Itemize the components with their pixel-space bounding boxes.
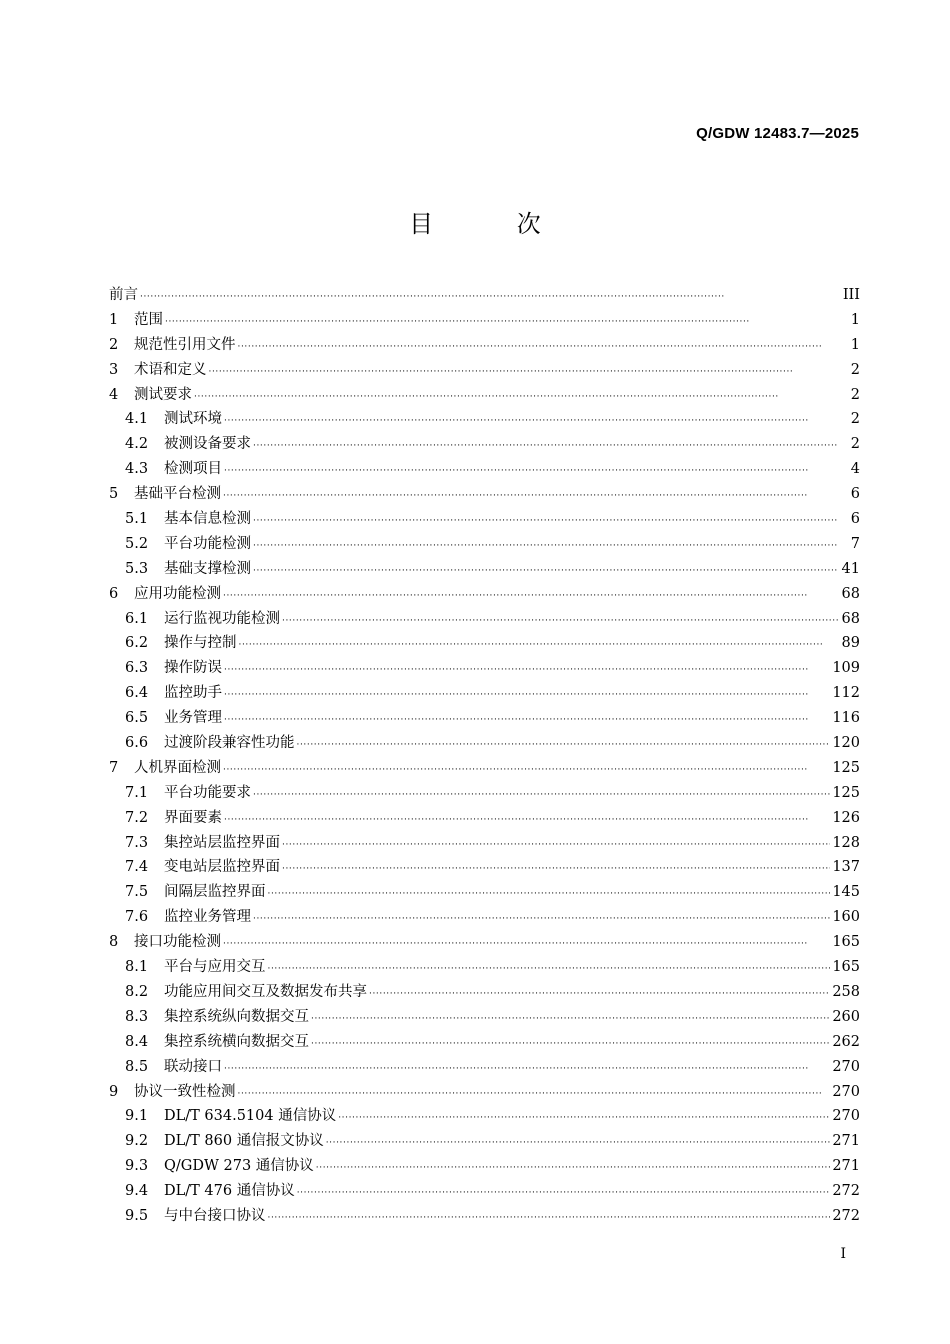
toc-entry-label: 界面要素 (164, 809, 222, 826)
toc-entry-page: 89 (841, 635, 860, 652)
toc-dot-leader (223, 939, 830, 949)
toc-dot-leader (253, 541, 849, 551)
toc-entry[interactable] (109, 955, 860, 980)
toc-entry-page: 68 (841, 585, 860, 602)
toc-entry-number: 7.3 (125, 834, 149, 851)
toc-entry-page: 2 (850, 361, 860, 378)
toc-dot-leader (165, 317, 849, 327)
toc-dot-leader (253, 566, 840, 576)
toc-entry-number: 2 (109, 336, 119, 353)
toc-entry-page: 272 (832, 1207, 860, 1224)
toc-entry-label: 监控助手 (164, 685, 222, 702)
toc-entry-page: 2 (850, 436, 860, 453)
toc-entry[interactable] (109, 731, 860, 756)
toc-entry-label: 范围 (134, 311, 163, 328)
toc-entry-label: 业务管理 (164, 710, 222, 727)
toc-entry-label: 与中台接口协议 (164, 1207, 266, 1224)
toc-entry-label: 变电站层监控界面 (164, 859, 280, 876)
toc-entry-page: 271 (832, 1158, 860, 1175)
toc-entry-label: 操作与控制 (164, 635, 237, 652)
toc-entry[interactable] (109, 1005, 860, 1030)
toc-entry-label: 术语和定义 (134, 361, 207, 378)
toc-dot-leader (224, 815, 830, 825)
toc-entry-page: 1 (850, 311, 860, 328)
toc-entry-label: 应用功能检测 (134, 585, 221, 602)
toc-dot-leader (253, 914, 830, 924)
toc-entry-number: 4.2 (125, 436, 149, 453)
toc-dot-leader (224, 665, 830, 675)
toc-entry-number: 9.1 (125, 1108, 149, 1125)
toc-entry-page: 145 (832, 884, 860, 901)
toc-entry-number: 7.2 (125, 809, 149, 826)
toc-entry[interactable] (109, 1204, 860, 1229)
toc-entry[interactable] (109, 631, 860, 656)
toc-entry[interactable] (109, 582, 860, 607)
toc-dot-leader (311, 1039, 830, 1049)
toc-entry[interactable] (109, 706, 860, 731)
toc-entry[interactable] (109, 806, 860, 831)
toc-entry[interactable] (109, 1179, 860, 1204)
toc-entry-number: 1 (109, 311, 119, 328)
toc-entry-number: 9 (109, 1083, 119, 1100)
toc-entry[interactable] (109, 1104, 860, 1129)
toc-entry[interactable] (109, 1080, 860, 1105)
toc-entry-page: 270 (832, 1083, 860, 1100)
toc-dot-leader (253, 441, 849, 451)
toc-dot-leader (224, 715, 830, 725)
toc-entry-page: 68 (841, 610, 860, 627)
toc-entry[interactable] (109, 507, 860, 532)
toc-entry-page: 120 (832, 735, 860, 752)
toc-dot-leader (238, 342, 849, 352)
toc-entry-label: 操作防误 (164, 660, 222, 677)
toc-entry-label: 测试环境 (164, 411, 222, 428)
toc-entry-number: 9.3 (125, 1158, 149, 1175)
toc-dot-leader (316, 1163, 831, 1173)
toc-dot-leader (268, 1213, 831, 1223)
toc-entry-number: 8.1 (125, 959, 149, 976)
toc-dot-leader (224, 466, 849, 476)
toc-entry-label: 平台功能检测 (164, 535, 251, 552)
toc-entry[interactable] (109, 482, 860, 507)
toc-dot-leader (239, 640, 840, 650)
toc-dot-leader (224, 690, 830, 700)
toc-entry-label: 功能应用间交互及数据发布共享 (164, 983, 367, 1000)
toc-entry-page: 165 (832, 934, 860, 951)
toc-entry[interactable] (109, 980, 860, 1005)
toc-dot-leader (253, 516, 849, 526)
toc-entry-label: 集控系统横向数据交互 (164, 1033, 309, 1050)
toc-entry[interactable] (109, 557, 860, 582)
toc-dot-leader (297, 740, 831, 750)
toc-entry[interactable] (109, 656, 860, 681)
toc-dot-leader (311, 1014, 830, 1024)
toc-entry[interactable] (109, 358, 860, 383)
toc-entry-number: 6.2 (125, 635, 149, 652)
toc-entry-page: 4 (850, 461, 860, 478)
toc-entry-number: 6.4 (125, 685, 149, 702)
toc-entry-page: 2 (850, 386, 860, 403)
toc-entry-page: 6 (850, 486, 860, 503)
table-of-contents (109, 283, 860, 1229)
toc-entry-number: 6 (109, 585, 119, 602)
toc-entry-number: 6.5 (125, 710, 149, 727)
toc-entry-label: 平台与应用交互 (164, 959, 266, 976)
toc-entry-label: 测试要求 (134, 386, 192, 403)
toc-dot-leader (369, 989, 830, 999)
toc-entry-number: 4 (109, 386, 119, 403)
toc-entry-number: 9.4 (125, 1183, 149, 1200)
toc-entry-page: III (842, 287, 860, 303)
toc-entry[interactable] (109, 880, 860, 905)
toc-entry-number: 5.3 (125, 560, 149, 577)
toc-entry-label: 规范性引用文件 (134, 336, 236, 353)
toc-dot-leader (326, 1138, 831, 1148)
toc-entry[interactable] (109, 681, 860, 706)
toc-dot-leader (140, 292, 841, 302)
toc-entry-page: 2 (850, 411, 860, 428)
toc-entry-number: 8.3 (125, 1008, 149, 1025)
toc-entry[interactable] (109, 905, 860, 930)
toc-entry[interactable] (109, 532, 860, 557)
toc-entry[interactable] (109, 781, 860, 806)
toc-entry-page: 126 (832, 809, 860, 826)
toc-entry-page: 1 (850, 336, 860, 353)
toc-entry-number: 7 (109, 759, 119, 776)
toc-entry-page: 137 (832, 859, 860, 876)
toc-entry-number: 5.1 (125, 511, 149, 528)
toc-entry-page: 271 (832, 1133, 860, 1150)
toc-entry-page: 258 (832, 983, 860, 1000)
toc-entry[interactable] (109, 1030, 860, 1055)
toc-entry-number: 7.6 (125, 909, 149, 926)
toc-dot-leader (223, 765, 830, 775)
toc-entry-label: 联动接口 (164, 1058, 222, 1075)
toc-entry-number: 6.6 (125, 735, 149, 752)
toc-entry-number: 8.5 (125, 1058, 149, 1075)
toc-entry-number: 4.3 (125, 461, 149, 478)
toc-dot-leader (268, 889, 831, 899)
toc-dot-leader (194, 392, 849, 402)
toc-entry-label: DL/T 634.5104 通信协议 (164, 1108, 337, 1125)
toc-entry[interactable] (109, 607, 860, 632)
toc-entry[interactable] (109, 930, 860, 955)
toc-entry-label: 间隔层监控界面 (164, 884, 266, 901)
toc-dot-leader (209, 367, 849, 377)
toc-entry-page: 260 (832, 1008, 860, 1025)
toc-dot-leader (223, 591, 840, 601)
toc-entry-page: 116 (832, 710, 860, 727)
toc-entry-label: 被测设备要求 (164, 436, 251, 453)
toc-entry[interactable] (109, 1154, 860, 1179)
toc-entry-label: 前言 (109, 287, 138, 303)
toc-entry-number: 8.4 (125, 1033, 149, 1050)
toc-dot-leader (223, 491, 849, 501)
toc-entry-label: 集控系统纵向数据交互 (164, 1008, 309, 1025)
toc-entry-label: 基础支撑检测 (164, 560, 251, 577)
toc-entry-number: 9.2 (125, 1133, 149, 1150)
toc-entry-number: 4.1 (125, 411, 149, 428)
toc-entry-label: 协议一致性检测 (134, 1083, 236, 1100)
toc-entry-page: 270 (832, 1058, 860, 1075)
toc-dot-leader (224, 1064, 830, 1074)
toc-entry-label: Q/GDW 273 通信协议 (164, 1158, 314, 1175)
toc-entry[interactable] (109, 855, 860, 880)
toc-entry-page: 41 (841, 560, 860, 577)
toc-entry[interactable] (109, 333, 860, 358)
toc-entry-page: 165 (832, 959, 860, 976)
toc-entry[interactable] (109, 432, 860, 457)
toc-entry[interactable] (109, 407, 860, 432)
toc-entry-number: 8 (109, 934, 119, 951)
toc-entry-number: 7.4 (125, 859, 149, 876)
toc-entry-page: 160 (832, 909, 860, 926)
toc-entry-page: 272 (832, 1183, 860, 1200)
toc-entry-label: 平台功能要求 (164, 784, 251, 801)
toc-dot-leader (238, 1089, 831, 1099)
toc-entry[interactable] (109, 756, 860, 781)
toc-entry-label: 人机界面检测 (134, 759, 221, 776)
toc-title: 目 次 (409, 210, 579, 238)
toc-entry-label: 运行监视功能检测 (164, 610, 280, 627)
toc-dot-leader (224, 416, 849, 426)
document-code: Q/GDW 12483.7—2025 (696, 125, 859, 142)
toc-entry-page: 112 (832, 685, 860, 702)
toc-entry-label: 检测项目 (164, 461, 222, 478)
toc-entry-page: 270 (832, 1108, 860, 1125)
toc-entry-page: 109 (832, 660, 860, 677)
toc-entry-label: 过渡阶段兼容性功能 (164, 735, 295, 752)
toc-entry-page: 128 (832, 834, 860, 851)
toc-entry-label: 集控站层监控界面 (164, 834, 280, 851)
toc-entry[interactable] (109, 1055, 860, 1080)
toc-dot-leader (297, 1188, 831, 1198)
toc-dot-leader (253, 790, 830, 800)
page-number: I (840, 1246, 846, 1262)
toc-entry[interactable] (109, 383, 860, 408)
toc-entry-label: DL/T 476 通信协议 (164, 1183, 295, 1200)
toc-entry-label: 基本信息检测 (164, 511, 251, 528)
toc-entry-number: 3 (109, 361, 119, 378)
toc-entry-number: 5.2 (125, 535, 149, 552)
toc-dot-leader (338, 1113, 830, 1123)
toc-entry[interactable] (109, 308, 860, 333)
toc-entry-number: 7.1 (125, 784, 149, 801)
toc-dot-leader (282, 840, 830, 850)
toc-entry-label: DL/T 860 通信报文协议 (164, 1133, 324, 1150)
toc-entry-page: 6 (850, 511, 860, 528)
toc-entry-number: 5 (109, 486, 119, 503)
toc-entry-number: 6.3 (125, 660, 149, 677)
toc-entry-label: 基础平台检测 (134, 486, 221, 503)
toc-dot-leader (282, 616, 840, 626)
toc-entry[interactable] (109, 457, 860, 482)
toc-dot-leader (282, 864, 830, 874)
toc-entry[interactable] (109, 1129, 860, 1154)
toc-entry[interactable] (109, 283, 860, 308)
toc-entry-number: 8.2 (125, 983, 149, 1000)
toc-entry-page: 125 (832, 759, 860, 776)
toc-entry-number: 9.5 (125, 1207, 149, 1224)
toc-entry-page: 7 (850, 535, 860, 552)
toc-entry-label: 监控业务管理 (164, 909, 251, 926)
toc-entry-label: 接口功能检测 (134, 934, 221, 951)
toc-entry-page: 125 (832, 784, 860, 801)
toc-entry-number: 7.5 (125, 884, 149, 901)
toc-dot-leader (268, 964, 831, 974)
toc-entry[interactable] (109, 831, 860, 856)
toc-entry-page: 262 (832, 1033, 860, 1050)
toc-entry-number: 6.1 (125, 610, 149, 627)
